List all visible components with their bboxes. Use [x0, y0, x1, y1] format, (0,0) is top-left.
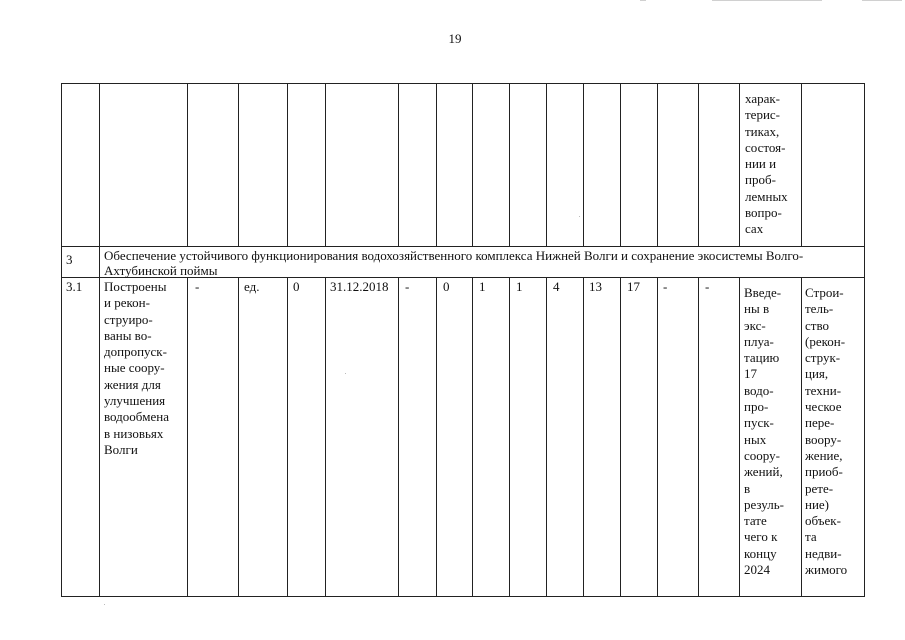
table-column-line — [509, 83, 510, 246]
note-line: Строи- — [805, 285, 844, 300]
result-line: концу — [744, 545, 777, 561]
indicator-name-line: допропуск- — [104, 344, 167, 360]
result-line: Введе- — [744, 285, 782, 300]
continuation-line: вопро- — [745, 205, 782, 221]
continuation-line: состоя- — [745, 139, 786, 155]
table-column-line — [99, 277, 100, 597]
scan-speck — [104, 604, 105, 605]
table-column-line — [801, 277, 802, 597]
scan-speck — [579, 216, 580, 217]
table-column-line — [509, 277, 510, 597]
table-column-line — [620, 277, 621, 597]
continuation-line: харак- — [745, 91, 781, 106]
table-column-line — [739, 83, 740, 246]
continuation-line: лемных — [745, 188, 788, 204]
result-line: пуск- — [744, 415, 774, 431]
note-line: струк- — [805, 350, 841, 366]
note-text — [805, 285, 847, 578]
year-value-cell: 0 — [443, 279, 450, 294]
indicator-name-line: Волги — [104, 441, 138, 457]
scan-speck — [345, 373, 346, 374]
note-line: (рекон- — [805, 333, 846, 349]
continuation-line: тиках, — [745, 123, 780, 139]
result-line: водо- — [744, 382, 774, 398]
year-value-cell: 13 — [589, 279, 602, 294]
result-line: ны в — [744, 301, 770, 317]
section-number: 3 — [66, 252, 73, 267]
note-line: воору- — [805, 431, 842, 447]
table-column-line — [99, 246, 100, 277]
table-column-line — [436, 83, 437, 246]
table-column-line — [698, 83, 699, 246]
result-line: в — [744, 480, 751, 496]
year-value-cell: 1 — [516, 279, 523, 294]
indicator-name-line: в низовьях — [104, 425, 164, 441]
indicator-name — [104, 279, 169, 458]
continuation-line: терис- — [745, 107, 781, 123]
note-line: техни- — [805, 382, 842, 398]
result-text — [744, 285, 784, 578]
year-value-cell: 1 — [479, 279, 486, 294]
table-row-divider — [61, 246, 865, 247]
table-column-line — [187, 277, 188, 597]
result-line: резуль- — [744, 496, 784, 512]
scan-artifact — [712, 0, 822, 1]
table-column-line — [398, 83, 399, 246]
table-column-line — [187, 83, 188, 246]
note-line: ние) — [805, 496, 830, 512]
table-column-line — [287, 83, 288, 246]
table-column-line — [698, 277, 699, 597]
indicator-name-line: и рекон- — [104, 295, 150, 311]
table-column-line — [325, 83, 326, 246]
table-border-top — [61, 83, 865, 84]
year-value-cell: - — [405, 279, 410, 294]
table-column-line — [583, 83, 584, 246]
indicator-name-line: Построены — [104, 279, 167, 294]
note-line: ческое — [805, 399, 842, 415]
table-column-line — [864, 83, 865, 597]
base-date-cell: 31.12.2018 — [330, 279, 389, 294]
note-line: приоб- — [805, 464, 843, 480]
result-line: плуа- — [744, 333, 774, 349]
note-line: рете- — [805, 480, 834, 496]
section-title: Обеспечение устойчивого функционирования водохозяйственного комплекса Нижней Волги и сохранение экосистемы Волго-Ахтубинской поймы — [104, 248, 804, 278]
table-column-line — [620, 83, 621, 246]
table-column-line — [583, 277, 584, 597]
table-column-line — [436, 277, 437, 597]
table-column-line — [546, 83, 547, 246]
indicator-name-line: улучшения — [104, 393, 166, 409]
table-column-line — [657, 83, 658, 246]
table-column-line — [472, 83, 473, 246]
result-line: жений, — [744, 464, 783, 480]
result-line: чего к — [744, 529, 778, 545]
table-border-bottom — [61, 596, 865, 597]
table-column-line — [657, 277, 658, 597]
note-line: пере- — [805, 415, 835, 431]
result-line: тате — [744, 513, 767, 529]
table-column-line — [546, 277, 547, 597]
table-column-line — [325, 277, 326, 597]
indicator-name-line: ные соору- — [104, 360, 165, 376]
table-column-line — [801, 83, 802, 246]
note-line: ция, — [805, 366, 829, 382]
note-line: жение, — [805, 447, 843, 463]
result-line: экс- — [744, 317, 766, 333]
scan-artifact — [862, 0, 902, 1]
result-line: соору- — [744, 447, 780, 463]
result-line: тацию — [744, 350, 780, 366]
table-column-line — [238, 277, 239, 597]
indicator-name-line: ваны во- — [104, 327, 152, 343]
unit-cell: ед. — [244, 279, 260, 294]
note-line: объек- — [805, 513, 841, 529]
note-line: та — [805, 529, 817, 545]
note-line: недви- — [805, 545, 842, 561]
table-column-line — [61, 83, 62, 597]
indicator-name-line: водообмена — [104, 409, 169, 425]
continuation-text — [745, 91, 788, 238]
table-column-line — [398, 277, 399, 597]
row-number: 3.1 — [66, 279, 83, 294]
cell-col3: - — [195, 279, 200, 294]
page-number: 19 — [448, 31, 462, 46]
continuation-line: нии и — [745, 156, 777, 172]
continuation-line: проб- — [745, 172, 776, 188]
note-line: жимого — [805, 562, 848, 578]
result-line: 17 — [744, 366, 757, 382]
result-line: 2024 — [744, 562, 770, 578]
result-line: ных — [744, 431, 767, 447]
year-value-cell: - — [663, 279, 668, 294]
note-line: ство — [805, 317, 830, 333]
continuation-line: сах — [745, 221, 764, 237]
indicator-name-line: жения для — [104, 376, 161, 392]
table-column-line — [472, 277, 473, 597]
indicator-name-line: струиро- — [104, 311, 153, 327]
year-value-cell: 4 — [553, 279, 560, 294]
result-line: про- — [744, 399, 769, 415]
table-column-line — [238, 83, 239, 246]
scan-artifact — [640, 0, 646, 1]
year-value-cell: 17 — [627, 279, 640, 294]
base-value-cell: 0 — [293, 279, 300, 294]
table-column-line — [287, 277, 288, 597]
table-column-line — [739, 277, 740, 597]
table-column-line — [99, 83, 100, 246]
year-value-cell: - — [705, 279, 710, 294]
note-line: тель- — [805, 301, 834, 317]
